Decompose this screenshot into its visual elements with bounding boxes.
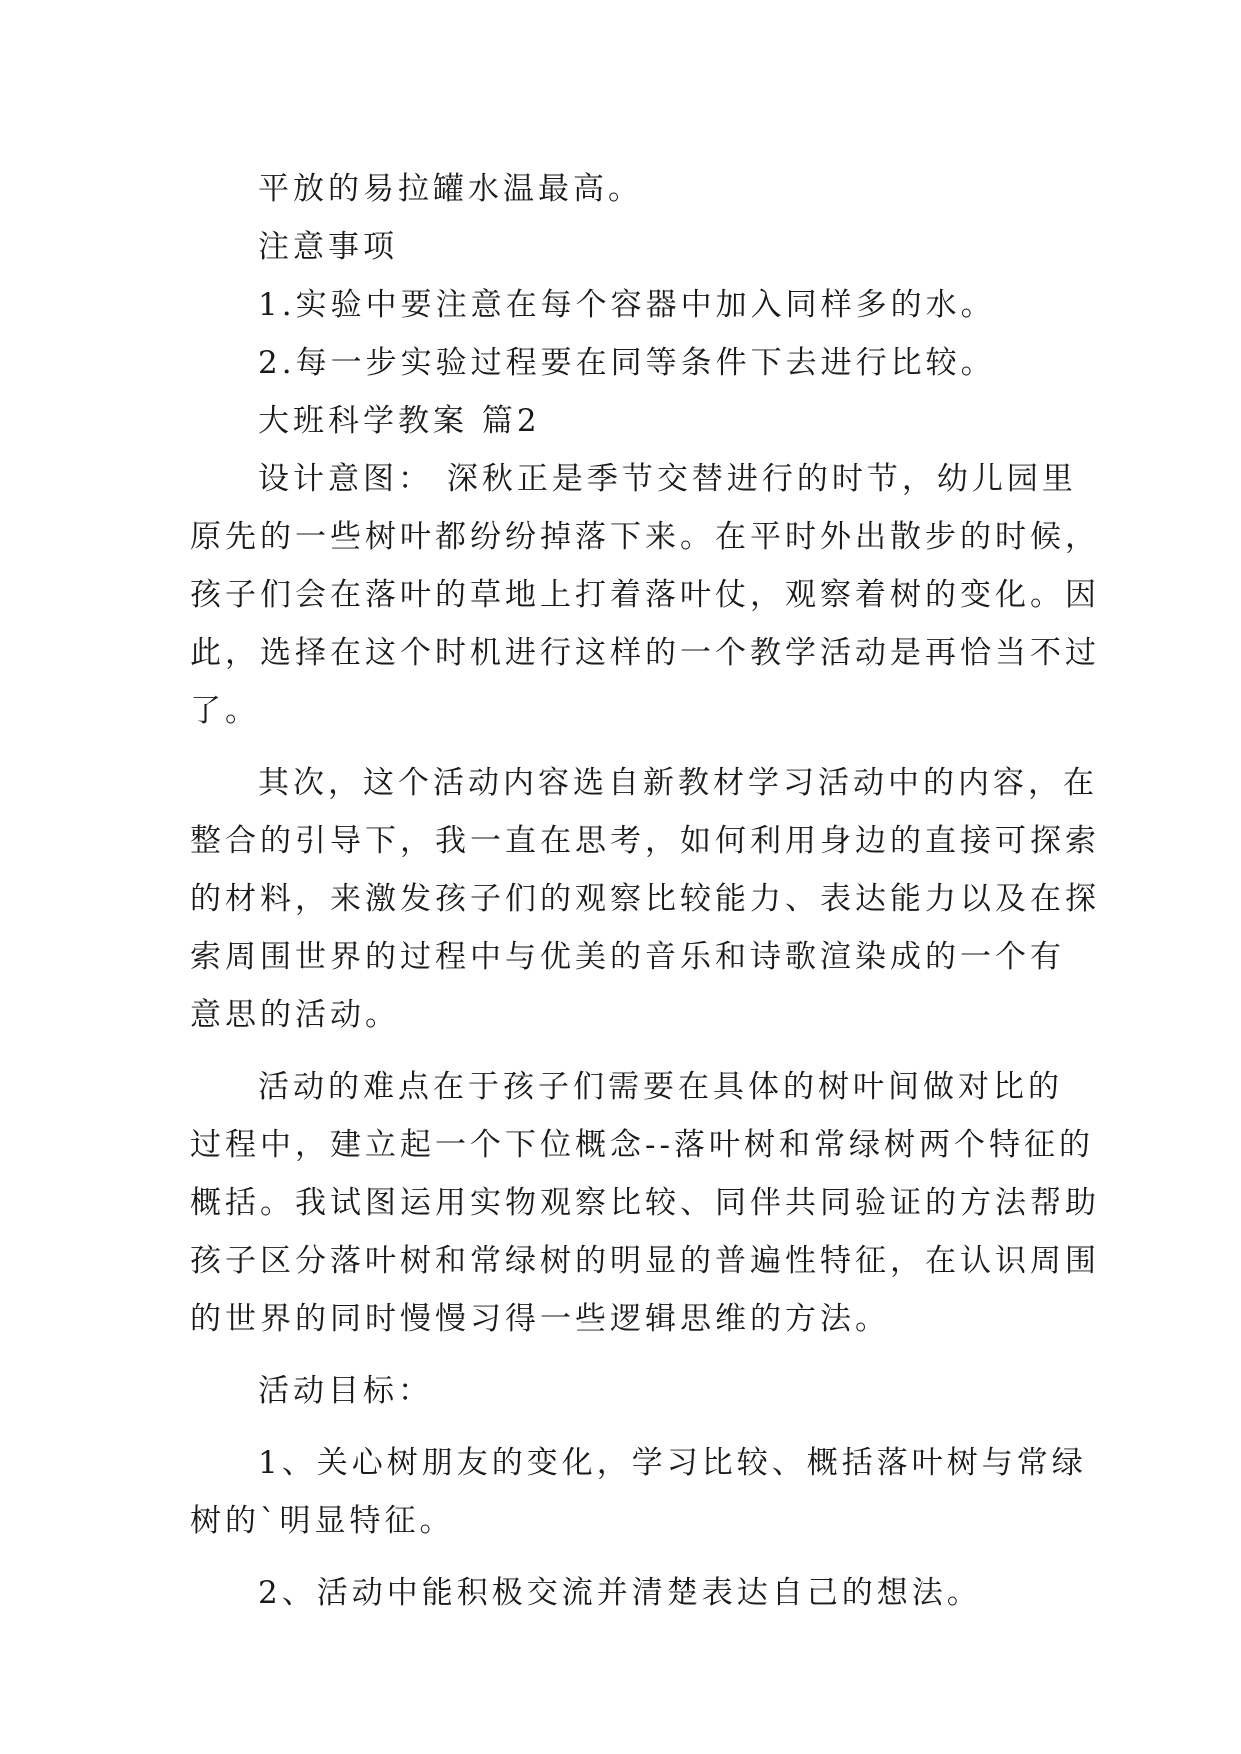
- list-item: 2、活动中能积极交流并清楚表达自己的想法。: [258, 1575, 982, 1611]
- text-line: 的材料，来激发孩子们的观察比较能力、表达能力以及在探: [190, 881, 1100, 917]
- text-line: 孩子区分落叶树和常绿树的明显的普遍性特征，在认识周围: [190, 1243, 1100, 1279]
- list-item: 2.每一步实验过程要在同等条件下去进行比较。: [258, 345, 996, 381]
- text-line: 此，选择在这个时机进行这样的一个教学活动是再恰当不过: [190, 635, 1100, 671]
- list-item: 1.实验中要注意在每个容器中加入同样多的水。: [258, 287, 996, 323]
- section-heading: 注意事项: [258, 229, 398, 265]
- text-line: 索周围世界的过程中与优美的音乐和诗歌渲染成的一个有: [190, 939, 1065, 975]
- document-body: [190, 160, 1100, 1622]
- text-line: 过程中，建立起一个下位概念--落叶树和常绿树两个特征的: [190, 1127, 1094, 1163]
- text-line: 树的`明显特征。: [190, 1503, 455, 1539]
- text-line: 其次，这个活动内容选自新教材学习活动中的内容，在: [258, 765, 1098, 801]
- text-line: 的世界的同时慢慢习得一些逻辑思维的方法。: [190, 1301, 890, 1337]
- section-title: 大班科学教案 篇2: [258, 403, 541, 439]
- text-line: 整合的引导下，我一直在思考，如何利用身边的直接可探索: [190, 823, 1100, 859]
- text-line: 平放的易拉罐水温最高。: [258, 171, 643, 207]
- text-line: 孩子们会在落叶的草地上打着落叶仗，观察着树的变化。因: [190, 577, 1100, 613]
- text-line: 设计意图： 深秋正是季节交替进行的时节，幼儿园里: [258, 461, 1077, 497]
- text-line: 活动的难点在于孩子们需要在具体的树叶间做对比的: [258, 1069, 1063, 1105]
- text-line: 概括。我试图运用实物观察比较、同伴共同验证的方法帮助: [190, 1185, 1100, 1221]
- section-heading: 活动目标：: [258, 1373, 433, 1409]
- text-line: 意思的活动。: [190, 997, 400, 1033]
- list-item: 1、关心树朋友的变化，学习比较、概括落叶树与常绿: [258, 1445, 1087, 1481]
- text-line: 原先的一些树叶都纷纷掉落下来。在平时外出散步的时候，: [190, 519, 1100, 555]
- text-line: 了。: [190, 693, 260, 729]
